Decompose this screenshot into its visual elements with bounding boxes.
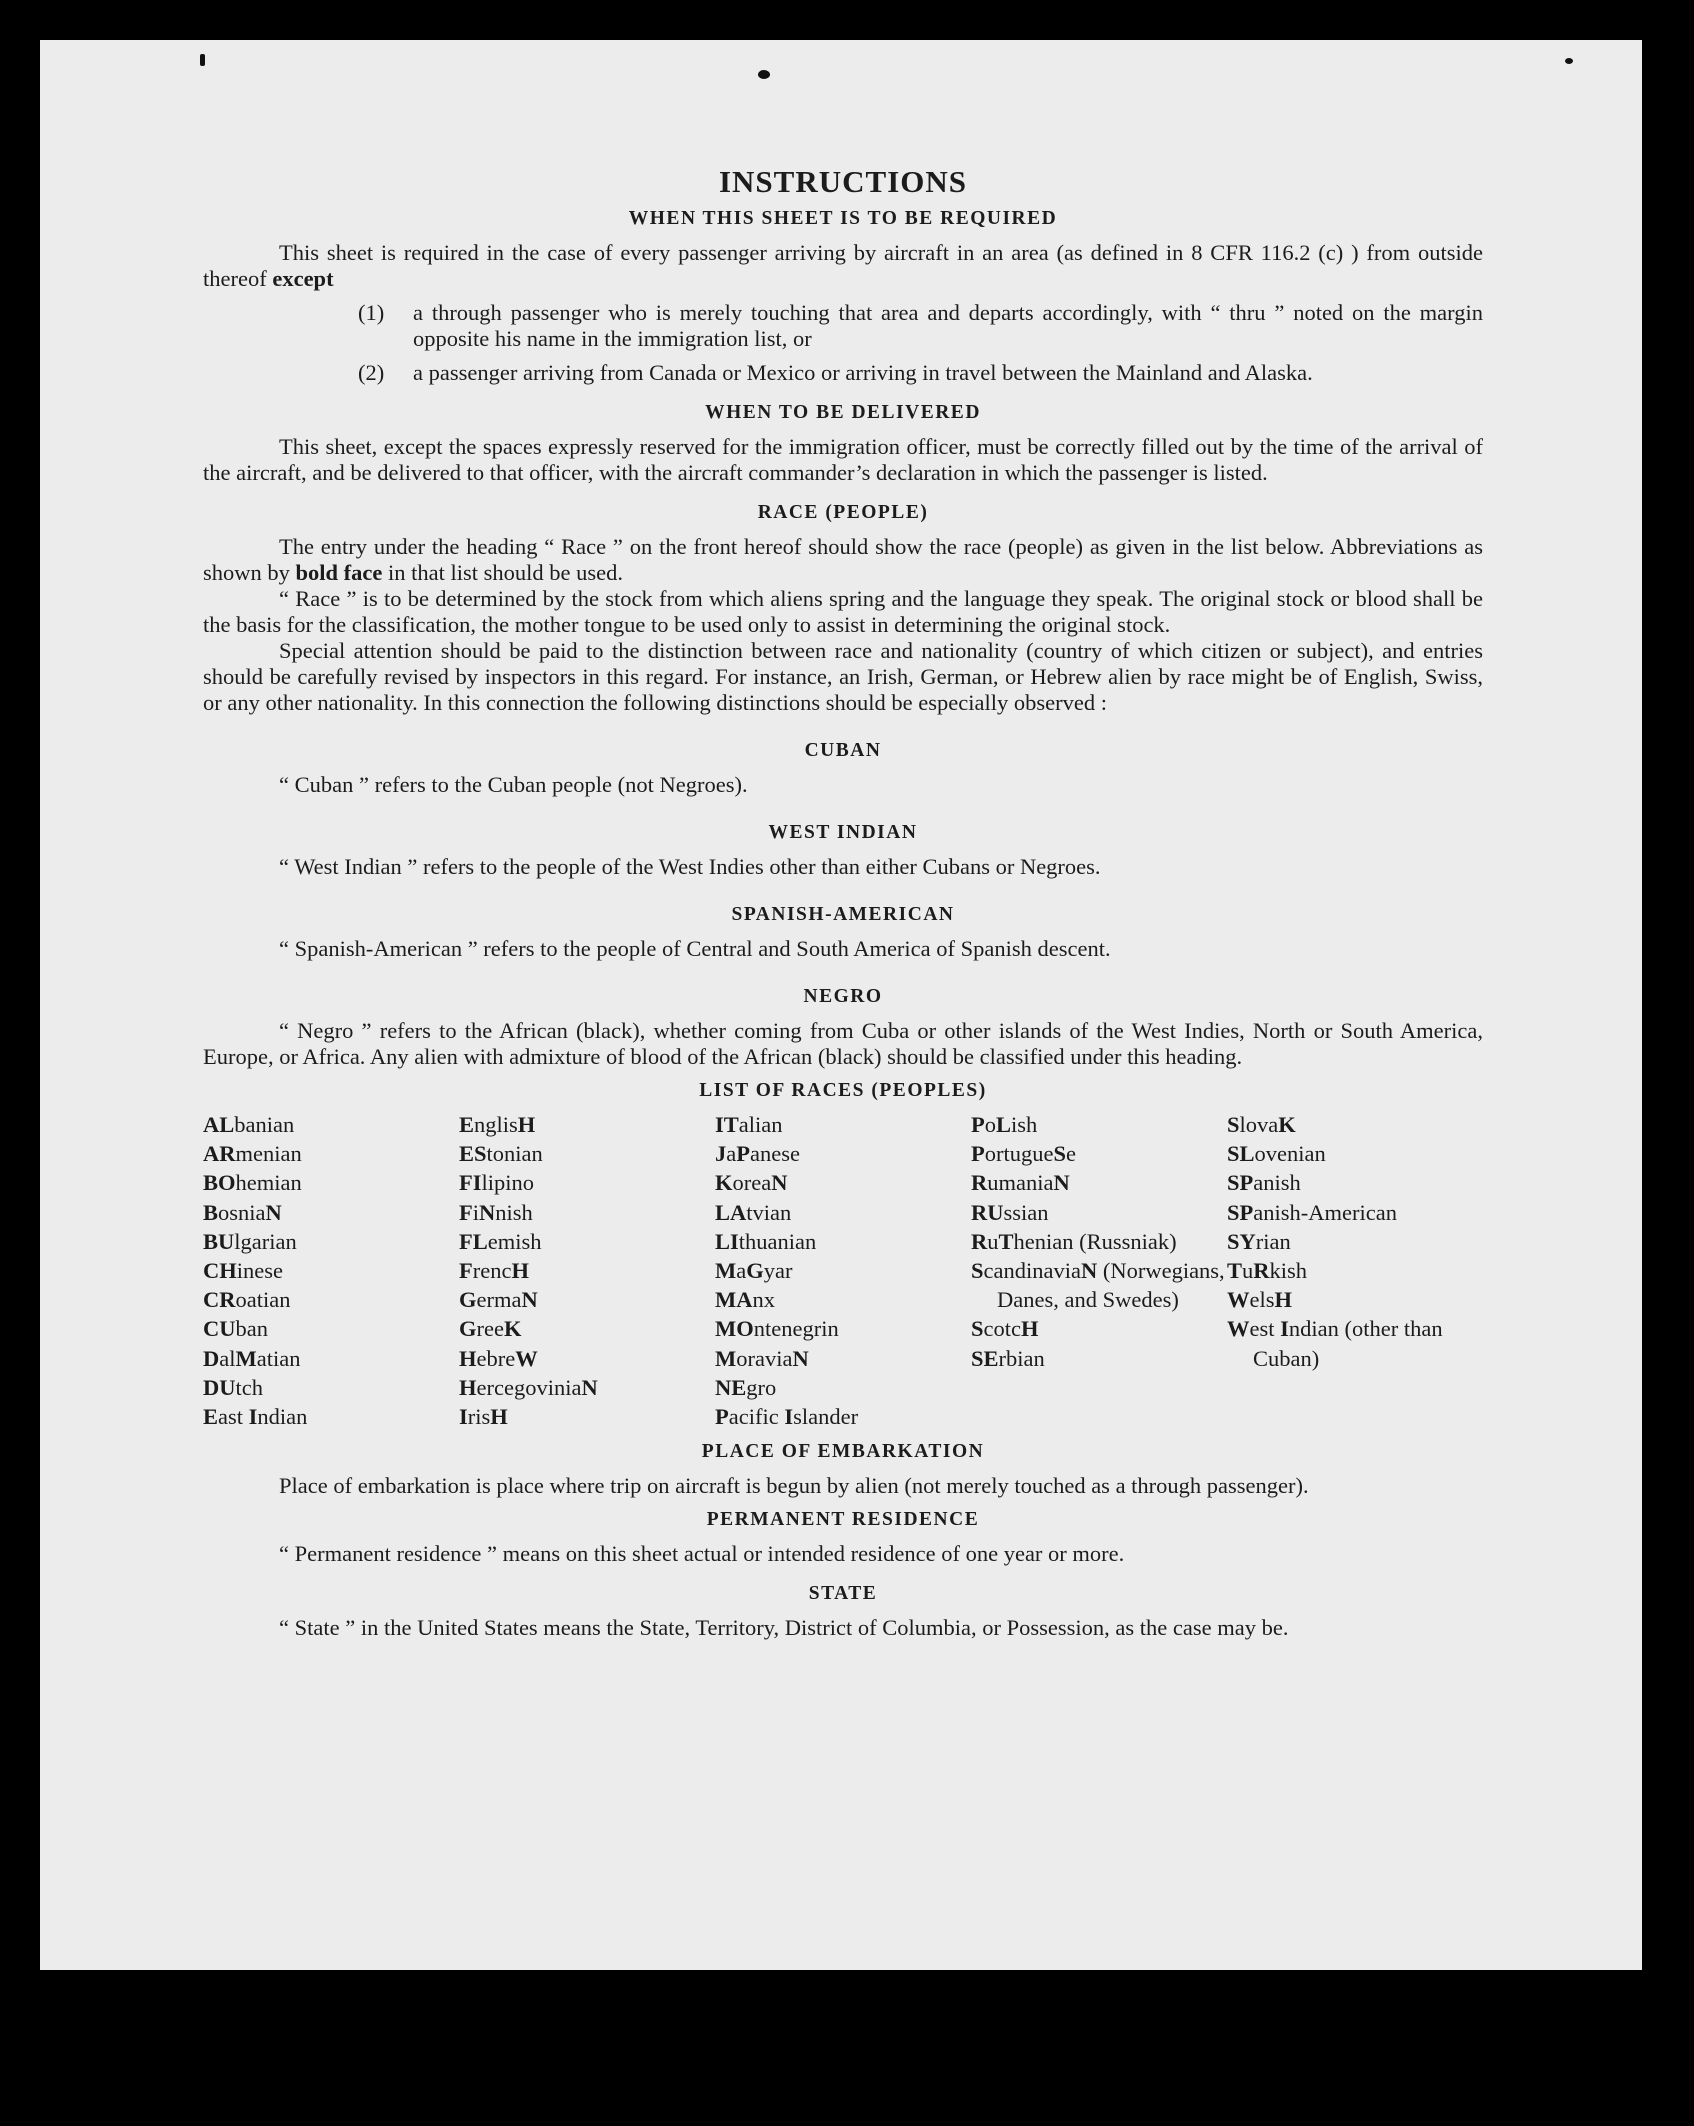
race-entry: HebreW	[459, 1345, 538, 1371]
heading-when-required: WHEN THIS SHEET IS TO BE REQUIRED	[628, 208, 1058, 229]
race-entry: MAnx	[715, 1287, 775, 1313]
paragraph-spanish-american: “ Spanish-American ” refers to the people of Central and South America of Spanish descent.	[279, 936, 1111, 961]
race-entry: West Indian (other than Cuban)	[1227, 1316, 1443, 1371]
race-entry: FrencH	[459, 1258, 529, 1284]
race-entry: DUtch	[203, 1374, 263, 1400]
race-entry: ARmenian	[203, 1141, 302, 1167]
heading-state: STATE	[808, 1583, 878, 1605]
race-entry: ALbanian	[203, 1112, 295, 1137]
paragraph-permanent-residence: “ Permanent residence ” means on this sheet actual or intended residence of one year or more.	[279, 1541, 1125, 1567]
race-entry: FIlipino	[459, 1170, 535, 1196]
heading-list-of-races: LIST OF RACES (PEOPLES)	[699, 1080, 987, 1101]
race-entry: MoraviaN	[715, 1345, 809, 1371]
instructions-content	[203, 164, 1483, 1641]
heading-embarkation: PLACE OF EMBARKATION	[701, 1441, 985, 1463]
heading-cuban: CUBAN	[804, 740, 882, 761]
paragraph-when-required: This sheet is required in the case of every passenger arriving by aircraft in an area (as defined in 8 CFR 116.2 (c) ) from outside thereof except	[203, 240, 1483, 291]
race-entry: KoreaN	[715, 1170, 788, 1196]
race-entry: Pacific Islander	[715, 1404, 859, 1430]
races-column	[1227, 1110, 1483, 1431]
races-list	[203, 1110, 1483, 1431]
races-column	[459, 1110, 715, 1431]
paragraph-race-1: The entry under the heading “ Race ” on the front hereof should show the race (people) as given in the list below. Abbreviations as shown by bold face in that list should be used.	[203, 534, 1483, 585]
race-entry: RuThenian (Russniak)	[971, 1228, 1177, 1254]
race-entry: EnglisH	[459, 1112, 536, 1137]
race-entry: WelsH	[1227, 1287, 1293, 1313]
heading-west-indian: WEST INDIAN	[768, 822, 918, 843]
race-entry: SPanish-American	[1227, 1199, 1397, 1225]
race-entry: MOntenegrin	[715, 1316, 839, 1342]
page-title: INSTRUCTIONS	[718, 164, 967, 199]
paragraph-race-2: “ Race ” is to be determined by the stock from which aliens spring and the language they speak. The original stock or blood shall be the basis for the classification, the mother tongue to be used only to assist in determining the original stock.	[203, 586, 1483, 637]
heading-negro: NEGRO	[803, 986, 883, 1007]
race-entry: ScotcH	[971, 1316, 1039, 1342]
race-entry: TuRkish	[1227, 1258, 1308, 1284]
heading-spanish-american: SPANISH-AMERICAN	[731, 904, 955, 925]
race-entry: FLemish	[459, 1228, 542, 1254]
scan-speck	[758, 70, 770, 79]
race-entry: SErbian	[971, 1345, 1045, 1371]
race-entry: NEgro	[715, 1374, 777, 1400]
race-entry: ScandinaviaN (Norwegians, Danes, and Swedes)	[971, 1258, 1225, 1313]
race-entry: BUlgarian	[203, 1228, 297, 1254]
race-entry: PoLish	[971, 1112, 1038, 1137]
paragraph-state: “ State ” in the United States means the State, Territory, District of Columbia, or Possession, as the case may be.	[279, 1615, 1289, 1641]
heading-permanent-residence: PERMANENT RESIDENCE	[706, 1509, 980, 1531]
races-column	[971, 1110, 1227, 1431]
race-entry: ITalian	[715, 1112, 783, 1137]
document-page	[40, 40, 1642, 1970]
race-entry: DalMatian	[203, 1345, 301, 1371]
race-entry: SlovaK	[1227, 1112, 1296, 1137]
race-entry: PortugueSe	[971, 1141, 1076, 1167]
race-entry: CHinese	[203, 1258, 283, 1284]
race-entry: JaPanese	[715, 1141, 800, 1167]
race-entry: SYrian	[1227, 1228, 1291, 1254]
races-column	[715, 1110, 971, 1431]
paragraph-negro: “ Negro ” refers to the African (black), whether coming from Cuba or other islands of the West Indies, North or South America, Europe, or Africa. Any alien with admixture of blood of the African (black) should be classified under this heading.	[203, 1018, 1483, 1069]
scan-speck	[1565, 58, 1573, 64]
race-entry: GreeK	[459, 1316, 522, 1342]
races-column	[203, 1110, 459, 1431]
paragraph-west-indian: “ West Indian ” refers to the people of the West Indies other than either Cubans or Negroes.	[279, 854, 1101, 879]
paragraph-embarkation: Place of embarkation is place where trip on aircraft is begun by alien (not merely touched as a through passenger).	[279, 1473, 1309, 1499]
race-entry: LAtvian	[715, 1199, 792, 1225]
race-entry: HercegoviniaN	[459, 1374, 598, 1400]
heading-race: RACE (PEOPLE)	[757, 502, 929, 523]
paragraph-race-3: Special attention should be paid to the distinction between race and nationality (country of which citizen or subject), and entries should be carefully revised by inspectors in this regard. For instance, an Irish, German, or Hebrew alien by race might be of English, Swiss, or any other nationality. In this connection the following distinctions should be especially observed :	[203, 638, 1483, 715]
race-entry: SPanish	[1227, 1170, 1301, 1196]
race-entry: CUban	[203, 1316, 268, 1342]
race-entry: RumaniaN	[971, 1170, 1070, 1196]
exception-item-1: (1) a through passenger who is merely touching that area and departs accordingly, with “ thru ” noted on the margin opposite his name in the immigration list, or	[358, 300, 1483, 351]
race-entry: BOhemian	[203, 1170, 302, 1196]
race-entry: East Indian	[203, 1404, 308, 1430]
race-entry: EStonian	[459, 1141, 543, 1167]
race-entry: MaGyar	[715, 1258, 793, 1284]
race-entry: LIthuanian	[715, 1228, 817, 1254]
exception-item-2: (2) a passenger arriving from Canada or Mexico or arriving in travel between the Mainland and Alaska.	[358, 360, 1313, 385]
race-entry: FiNnish	[459, 1199, 533, 1225]
race-entry: RUssian	[971, 1199, 1049, 1225]
race-entry: CRoatian	[203, 1287, 291, 1313]
race-entry: SLovenian	[1227, 1141, 1326, 1167]
race-entry: GermaN	[459, 1287, 538, 1313]
paragraph-cuban: “ Cuban ” refers to the Cuban people (not Negroes).	[279, 772, 748, 797]
race-entry: IrisH	[459, 1404, 508, 1430]
race-entry: BosniaN	[203, 1199, 282, 1225]
scan-speck	[200, 54, 205, 66]
paragraph-when-delivered: This sheet, except the spaces expressly reserved for the immigration officer, must be correctly filled out by the time of the arrival of the aircraft, and be delivered to that officer, with the aircraft commander’s declaration in which the passenger is listed.	[203, 434, 1483, 485]
heading-when-delivered: WHEN TO BE DELIVERED	[705, 402, 981, 423]
